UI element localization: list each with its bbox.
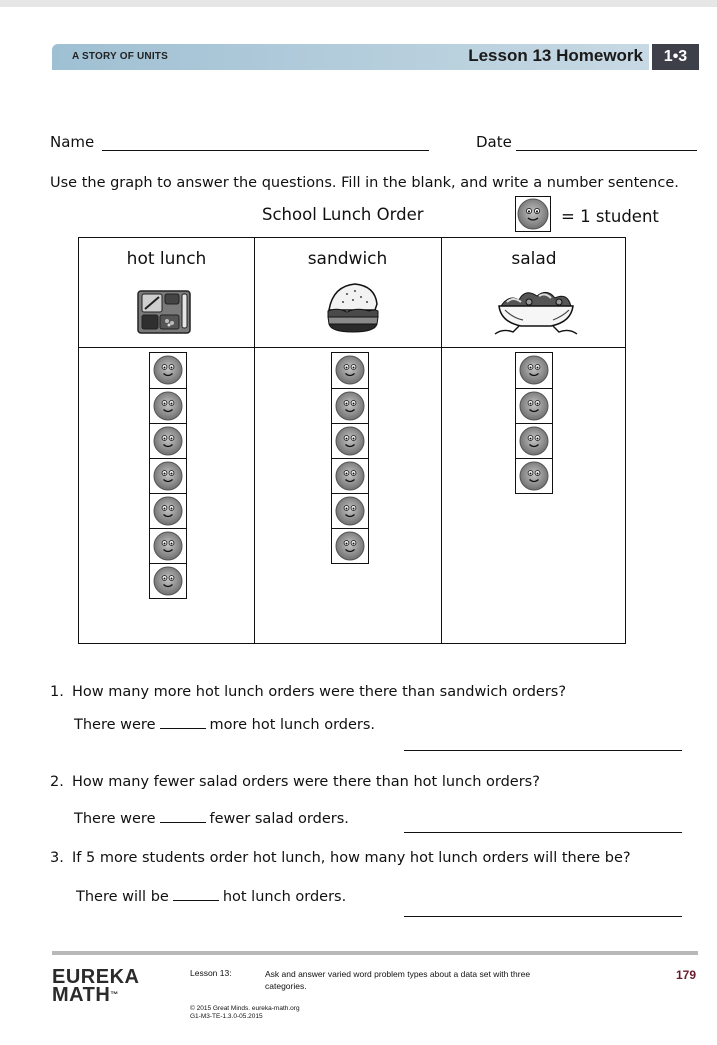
logo-line-1: EUREKA [52,966,140,988]
column-divider [254,238,255,643]
question-number: 3. [50,850,64,866]
smiley-face-icon [332,493,368,528]
smiley-face-icon [150,458,186,493]
number-sentence-line-2[interactable] [404,820,682,833]
footer-lesson: Lesson 13: [190,968,232,978]
answer-blank[interactable] [160,808,206,823]
smiley-face-icon [150,353,186,388]
instructions: Use the graph to answer the questions. Fill in the blank, and write a number sentence. [50,175,679,191]
footer-copyright [190,1005,300,1021]
question-1 [50,684,566,700]
answer-sentence-2 [74,808,349,827]
smiley-face-icon [516,388,552,423]
eureka-math-logo [52,968,139,1004]
answer-suffix: fewer salad orders. [209,811,349,827]
answer-sentence-1 [74,714,375,733]
name-label: Name [50,133,95,151]
smiley-face-icon [150,563,186,598]
smiley-face-icon [150,493,186,528]
grade-badge: 1•3 [652,44,699,70]
smiley-face-icon [150,423,186,458]
picture-graph [78,237,626,644]
footer-rule [52,951,698,955]
answer-suffix: hot lunch orders. [222,889,347,905]
question-text: If 5 more students order hot lunch, how many hot lunch orders will there be? [72,850,631,866]
key-smiley-icon [515,196,551,232]
question-2 [50,774,540,790]
smiley-face-icon [516,458,552,493]
answer-sentence-3 [76,886,346,905]
number-sentence-line-1[interactable] [404,738,682,751]
lesson-title: Lesson 13 Homework [468,46,643,65]
category-label-hot-lunch: hot lunch [126,249,207,269]
smiley-face-icon [150,388,186,423]
date-field[interactable] [516,136,697,151]
series-label: A STORY OF UNITS [72,51,168,62]
smiley-face-icon [332,458,368,493]
smiley-face-icon [332,353,368,388]
category-label-sandwich: sandwich [307,249,388,269]
sandwich-column [331,352,369,564]
header-banner [52,44,649,70]
answer-blank[interactable] [173,886,219,901]
column-divider [441,238,442,643]
lunch-tray-icon [137,290,191,338]
header-divider [79,347,625,348]
question-text: How many fewer salad orders were there than hot lunch orders? [72,774,540,790]
salad-column [515,352,553,494]
salad-bowl-icon [493,284,579,344]
date-label: Date [476,133,512,151]
answer-prefix: There were [74,811,156,827]
question-text: How many more hot lunch orders were there than sandwich orders? [72,684,567,700]
hot-lunch-column [149,352,187,599]
smiley-face-icon [332,423,368,458]
question-number: 1. [50,684,64,700]
answer-suffix: more hot lunch orders. [209,717,376,733]
logo-trademark: ™ [110,990,119,999]
category-label-salad: salad [511,249,557,269]
top-strip [0,0,717,7]
answer-prefix: There were [74,717,156,733]
answer-prefix: There will be [76,889,169,905]
footer-description: Ask and answer varied word problem types about a data set with three categories. [265,969,531,991]
answer-blank[interactable] [160,714,206,729]
number-sentence-line-3[interactable] [404,904,682,917]
smiley-face-icon [516,423,552,458]
graph-key-text: = 1 student [561,207,659,226]
graph-title: School Lunch Order [262,205,424,224]
copyright-text: © 2015 Great Minds. eureka-math.org [190,1005,300,1012]
sandwich-icon [325,280,381,340]
page-number: 179 [676,968,697,982]
name-field[interactable] [102,136,429,151]
question-number: 2. [50,774,64,790]
logo-line-2: MATH [52,984,111,1006]
question-3 [50,850,631,866]
document-code: G1-M3-TE-1.3.0-05.2015 [190,1013,263,1020]
smiley-face-icon [332,388,368,423]
smiley-face-icon [150,528,186,563]
smiley-face-icon [516,353,552,388]
smiley-face-icon [332,528,368,563]
